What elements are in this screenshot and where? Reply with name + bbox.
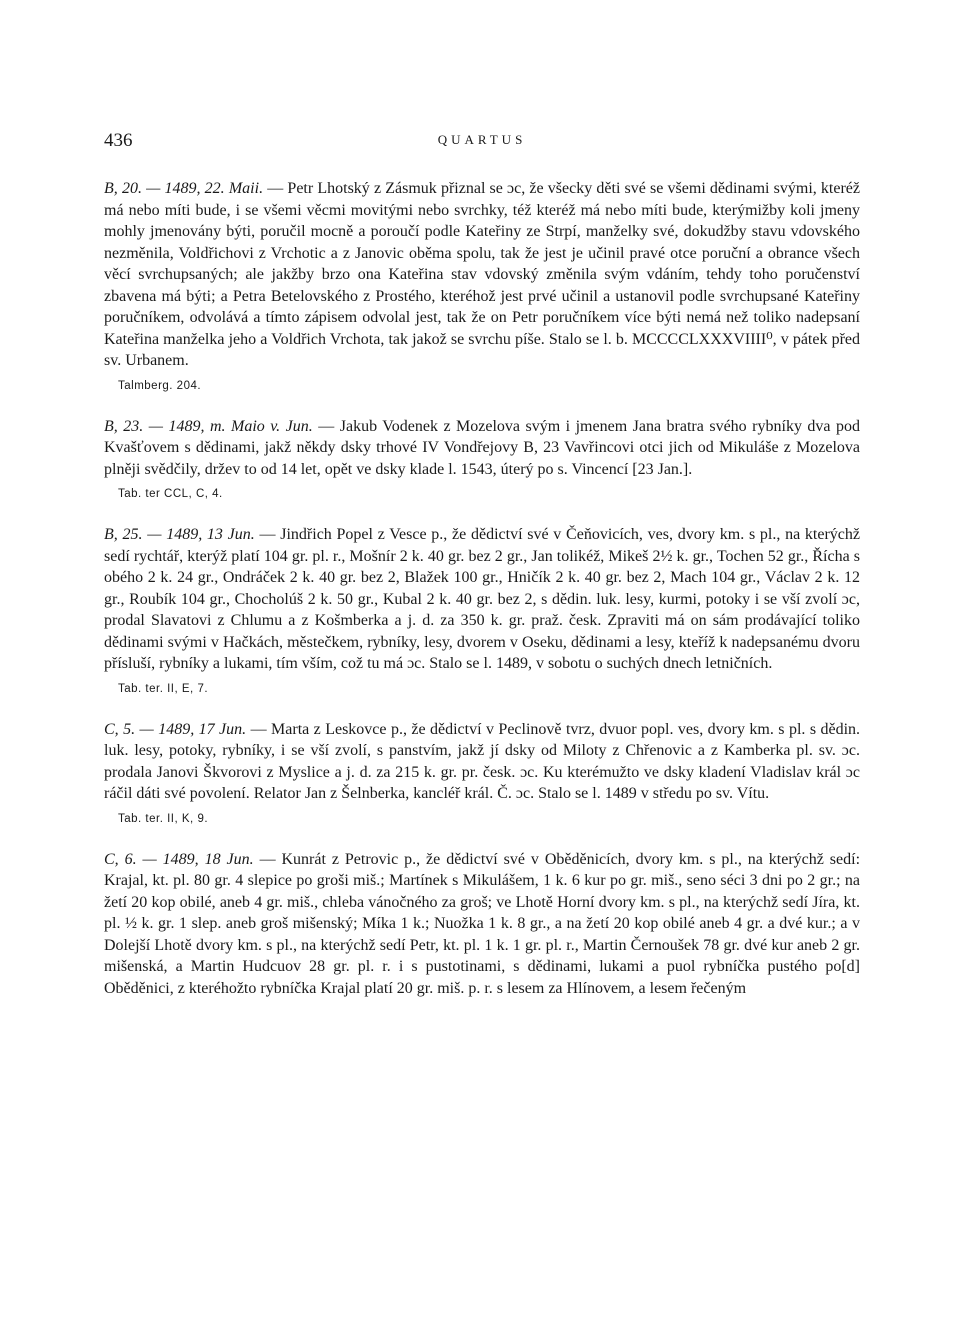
entry-text: — Marta z Leskovce p., že dědictví v Peclinově tvrz, dvuor popl. ves, dvory km. s pl. s dědin. luk. lesy, potoky, rybníky, i se vší zvolí, s panstvím, jakž jí dsky od Miloty z Chřenovic a z Kamberka pl. sv. ɔc. prodala Janovi Škvorovi z Myslice a j. d. za 215 k. gr. pr. česk. ɔc. Ku kterémužto ve dsky kladení Vladislav král ɔc ráčil dáti své povolení. Relator Jan z Šelnberka, kancléř král. Č. ɔc. Stalo se l. 1489 v středu po sv. Vítu. — [104, 720, 861, 802]
source-reference: Talmberg. 204. — [118, 379, 202, 392]
page-number: 436 — [104, 130, 133, 151]
source-reference: Tab. ter. II, K, 9. — [118, 812, 209, 825]
entry-heading: B, 20. — 1489, 22. Maii. — [104, 180, 264, 197]
running-head: QUARTUS — [437, 132, 527, 147]
source-reference: Tab. ter CCL, C, 4. — [118, 488, 223, 500]
entry-heading: B, 23. — 1489, m. Maio v. Jun. — [104, 417, 313, 435]
entry-text: — Jakub Vodenek z Mozelova svým i jmenem Jana bratra svého rybníky dva pod Kvašťovem s dědinami, jakž někdy dsky trhové IV Vondřejovy B, 23 Vavřincovi otci jich od Mikuláše z Mozelova plněji svědčily, držev to od 14 let, opět ve dsky klade l. 1543, úterý po s. Vincencí [23 Jan.]. — [104, 417, 861, 478]
entry-text: — Jindřich Popel z Vesce p., že dědictví své v Čeňovicích, ves, dvory km. s pl., na kterýchž sedí rychtář, kterýž platí 104 gr. pl. r., Mošnír 2 k. 40 gr. bez 2 gr., Jan tolikéž, Mikeš 2½ k. gr., Tochen 52 gr., Řícha s obého 2 k. 24 gr., Ondráček 2 k. 40 gr. bez 2, Blažek 100 gr., Hničík 2 k. 40 gr. bez 2, Mach 104 gr., Václav 2 k. 12 gr., Roubík 104 gr., Chocholúš 2 k. 50 gr., Kubal 2 k. 40 gr. bez 2, s dědin. luk. lesy, kurmi, potoky i se vší zvolí ɔc, prodal Slavatovi z Chlumu a z Košmberka a j. d. za 350 k. gr. praž. česk. Zpraviti má on sám prodávající toliko dědinami svými v Hačkách, městečkem, rybníky, lesy, dvorem v Oseku, dědinami a lesy, kteříž k nadepsanému dvoru přísluší, rybníky a lukami, tím vším, což tu má ɔc. Stalo se l. 1489, v sobotu o suchých dnech letničních. — [104, 526, 860, 672]
source-reference: Tab. ter. II, E, 7. — [118, 682, 209, 695]
entry-heading: C, 5. — 1489, 17 Jun. — [104, 720, 247, 738]
entry-paragraph — [104, 416, 860, 481]
entry-paragraph — [104, 524, 860, 675]
entry-text: — Kunrát z Petrovic p., že dědictví své v Oběděnicích, dvory km. s pl., na kterýchž sedí: Krajal, kt. pl. 80 gr. 4 slepice po groši miš.; Martínek s Mikulášem, 1 k. 6 kur po gr. miš., seno séci 3 dni po 2 gr.; na žetí 20 kop obilé, aneb 4 gr. miš., chleba vánočného za groš; ve Lhotě Horní dvory km. s pl., na kterýchž sedí Jíra, kt. pl. ½ k. gr. 1 slep. aneb groš mišenský; Míka 1 k.; Nuožka 1 k. 8 gr., a na žetí 20 kop obilé aneb 4 gr. a dvé kur.; a v Dolejší Lhotě dvory km. s pl., na kterýchž sedí Petr, kt. pl. 1 k. 1 gr. pl. r., Martin Černoušek 78 gr. dvé kur aneb 2 gr. mišenská, a Martin Hudcuov 28 gr. pl. r. i s pustotinami, s dědinami, lukami a puol rybníčka pustého po[d] Oběděnici, z kteréhožto rybníčka Krajal platí 20 gr. miš. p. r. s lesem za Hlínovem, a lesem řečeným — [104, 850, 861, 997]
entry-paragraph — [104, 719, 860, 805]
entry-heading: C, 6. — 1489, 18 Jun. — [104, 850, 254, 868]
document-page — [104, 130, 860, 999]
entry-paragraph — [104, 849, 860, 1000]
page-header — [104, 130, 860, 164]
entry-paragraph — [104, 178, 860, 372]
entry-text: — Petr Lhotský z Zásmuk přiznal se ɔc, že všecky děti své se všemi dědinami svými, kteréž má nebo míti bude, i se všemi věcmi movitými nebo svrchky, též kteréž má nebo míti bude, kterýmižby koli jmeny mohly jmenovány býti, poručil mocně a poroučí podle Kateřiny ze Strpí, manželky své, dokudžby stavu vdovského nezměnila, Voldřichovi z Vrchotic a z Janovic oběma spolu, tak že jest je učinil pravé otce poruční a obrance všech věcí svrchupsaných; ale jakžby brzo ona Kateřina stav vdovský změnila svým vdáním, tehdy toho poručenství zbavena má býti; a Petra Betelovského z Prostého, kteréhož jest prvé učinil a ustanovil podle svrchupsané Kateřiny poručníkem, odvolává a tímto zápisem odvolal jest, tak že on Petr poručníkem více býti nemá než toliko nadepsaní Kateřina manželka jeho a Voldřich Vrchota, tak jakož se svrchu píše. Stalo se l. b. MCCCCLXXXVIIII⁰, v pátek před sv. Urbanem. — [104, 180, 861, 369]
entry-heading: B, 25. — 1489, 13 Jun. — [104, 526, 255, 543]
